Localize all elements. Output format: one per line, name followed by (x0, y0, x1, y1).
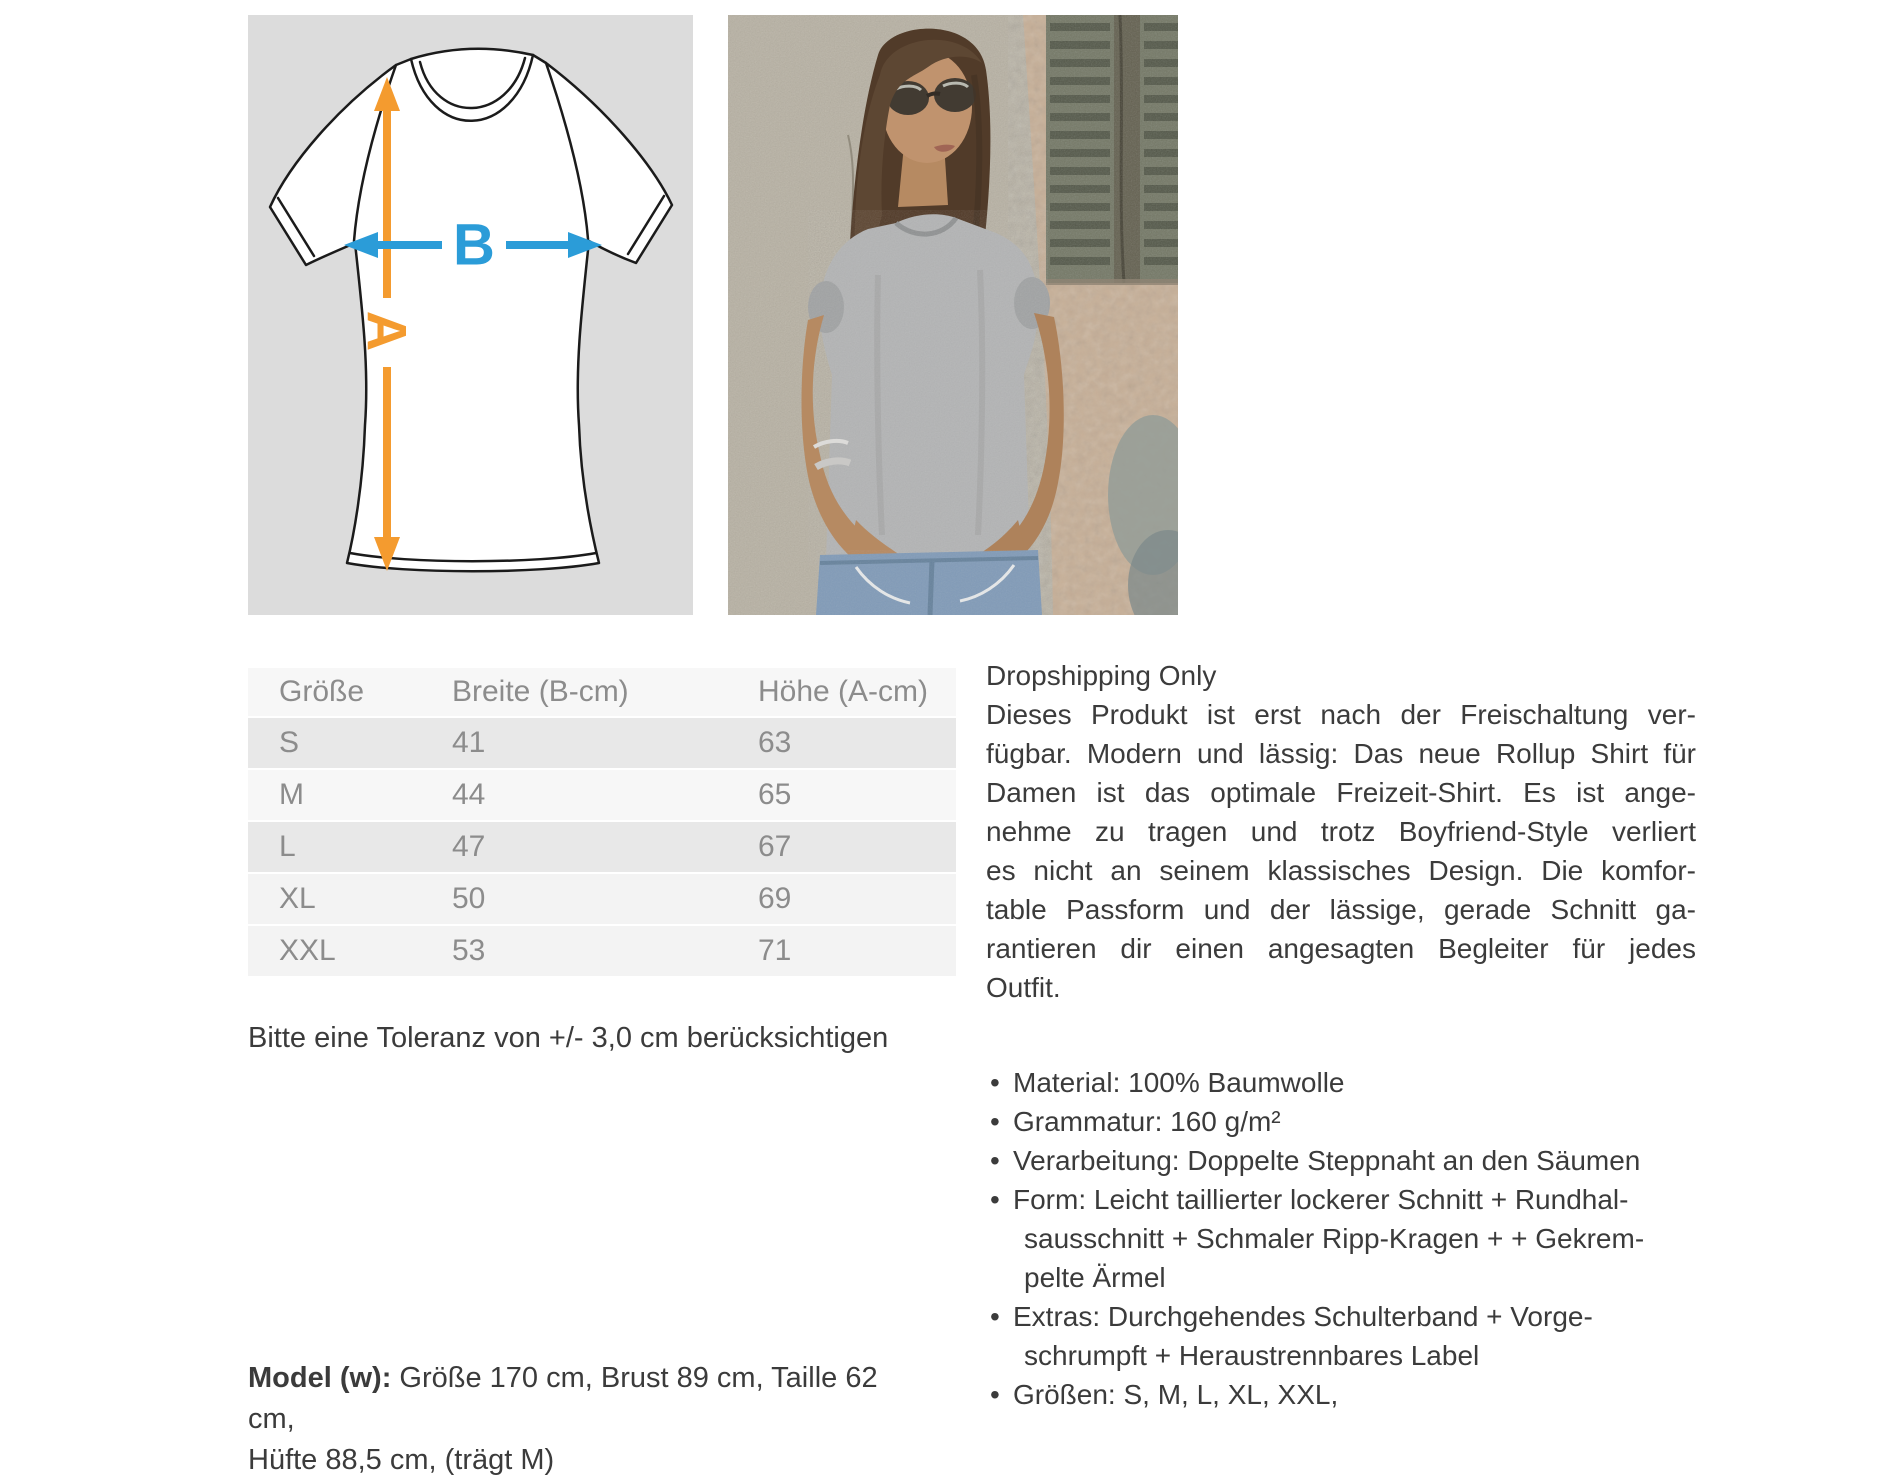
column-header-size: Größe (279, 675, 365, 708)
bullet-dot: • (990, 1145, 1000, 1176)
product-photo (728, 15, 1178, 615)
bullet-item-line: • Grammatur: 160 g/m² (986, 1102, 1696, 1141)
description-line: es nicht an seinem klassisches Design. Die komfor- (986, 855, 1696, 886)
bullet-dot: • (990, 1301, 1000, 1332)
model-measurements-line2: Hüfte 88,5 cm, (trägt M) (248, 1444, 555, 1476)
cell-width: 47 (452, 830, 486, 863)
bullet-wrap-line: sausschnitt + Schmaler Ripp-Kragen + + Gekrem- (1024, 1223, 1645, 1254)
cell-width: 50 (452, 882, 486, 915)
model-measurements-line1 (248, 1358, 888, 1440)
description-line: table Passform und der lässige, gerade Schnitt ga- (986, 894, 1696, 925)
cell-width: 41 (452, 726, 486, 759)
description-paragraph (986, 695, 1696, 1007)
column-header-height: Höhe (A-cm) (758, 675, 929, 708)
bullet-item-line: • Material: 100% Baumwolle (986, 1063, 1696, 1102)
table-row (248, 770, 956, 822)
table-row (248, 874, 956, 926)
bullet-dot: • (990, 1184, 1000, 1215)
tolerance-note: Bitte eine Toleranz von +/- 3,0 cm berücksichtigen (248, 1022, 889, 1054)
size-chart-table (248, 668, 956, 978)
model-measurements (248, 1358, 888, 1481)
model-measurements-values: Größe 170 cm, Brust 89 cm, Taille 62 cm, (248, 1362, 878, 1435)
bullet-dot: • (990, 1379, 1000, 1410)
description-line: Dieses Produkt ist erst nach der Freischaltung ver- (986, 699, 1696, 730)
description-line: Outfit. (986, 972, 1061, 1003)
cell-height: 65 (758, 778, 792, 811)
label-b: B (453, 212, 495, 278)
bullet-item-line: • Extras: Durchgehendes Schulterband + Vorge- (986, 1297, 1696, 1336)
description-bullet-list (986, 1063, 1696, 1414)
bullet-dot: • (990, 1067, 1000, 1098)
cell-width: 44 (452, 778, 486, 811)
description-line: nehme zu tragen und trotz Boyfriend-Style verliert (986, 816, 1696, 847)
description-heading: Dropshipping Only (986, 660, 1217, 691)
size-diagram-panel (248, 15, 693, 615)
description-line: Damen ist das optimale Freizeit-Shirt. Es ist ange- (986, 777, 1696, 808)
tshirt-measure-diagram (248, 15, 693, 615)
cell-height: 63 (758, 726, 792, 759)
cell-size: L (279, 830, 296, 863)
cell-size: M (279, 778, 304, 811)
cell-width: 53 (452, 934, 486, 967)
product-description (986, 656, 1696, 1414)
size-chart-header-row (248, 668, 956, 718)
cell-size: XL (279, 882, 316, 915)
cell-height: 67 (758, 830, 792, 863)
bullet-wrap-line: schrumpft + Heraustrennbares Label (1024, 1340, 1480, 1371)
bullet-wrap-line: pelte Ärmel (1024, 1262, 1166, 1293)
column-header-width: Breite (B-cm) (452, 675, 629, 708)
model-label: Model (w): (248, 1362, 392, 1394)
size-chart-body (248, 718, 956, 978)
bullet-dot: • (990, 1106, 1000, 1137)
cell-size: S (279, 726, 300, 759)
model-photo-illustration (728, 15, 1178, 615)
table-row (248, 718, 956, 770)
table-row (248, 926, 956, 978)
table-row (248, 822, 956, 874)
description-line: rantieren dir einen angesagten Begleiter für jedes (986, 933, 1696, 964)
cell-size: XXL (279, 934, 336, 967)
bullet-item-line: • Größen: S, M, L, XL, XXL, (986, 1375, 1696, 1414)
description-line: fügbar. Modern und lässig: Das neue Rollup Shirt für (986, 738, 1696, 769)
cell-height: 71 (758, 934, 792, 967)
label-a: A (355, 310, 419, 352)
bullet-item-line: • Form: Leicht taillierter lockerer Schnitt + Rundhal- (986, 1180, 1696, 1219)
bullet-item-line: • Verarbeitung: Doppelte Steppnaht an den Säumen (986, 1141, 1696, 1180)
cell-height: 69 (758, 882, 792, 915)
